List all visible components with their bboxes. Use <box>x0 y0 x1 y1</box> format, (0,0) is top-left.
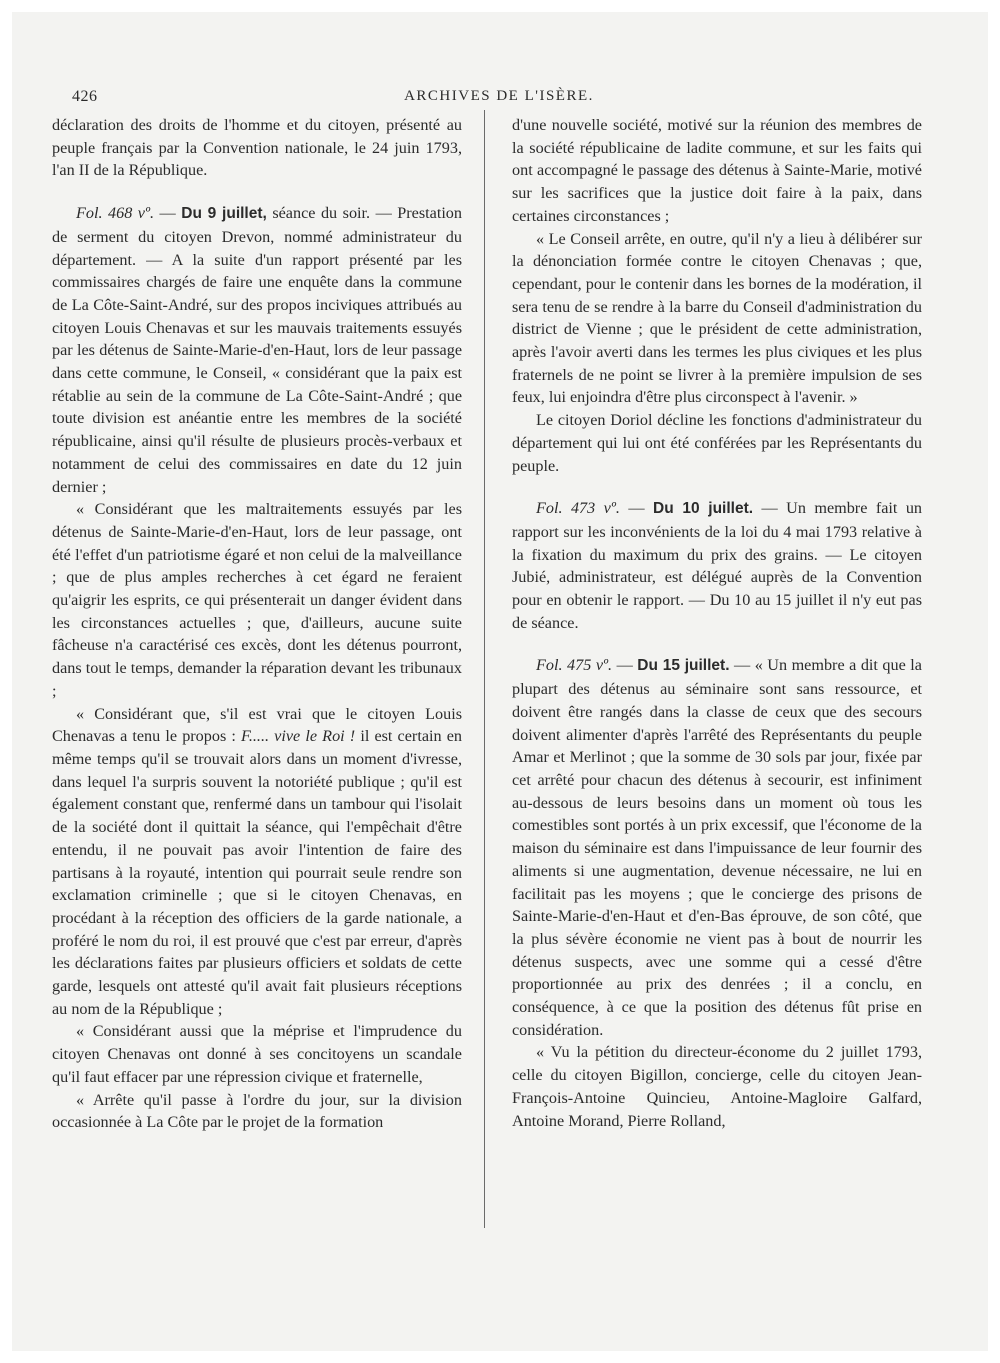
session-date: Du 15 juillet. <box>637 657 730 675</box>
right-column <box>512 114 922 1132</box>
folio-reference: Fol. 475 vº. <box>536 656 613 675</box>
paragraph: « Considérant aussi que la méprise et l'imprudence du citoyen Chenavas ont donné à ses concitoyens un scandale qu'il faut effacer par une répression civique et fraternelle, <box>52 1022 462 1086</box>
session-date: Du 9 juillet, <box>181 205 267 223</box>
paragraph: « Vu la pétition du directeur-économe du 2 juillet 1793, celle du citoyen Bigillon, concierge, celle du citoyen Jean-François-Antoine Quincieu, Antoine-Magloire Galfard, Antoine Morand, Pierre Rolland, <box>512 1043 922 1130</box>
paragraph: « Le Conseil arrête, en outre, qu'il n'y a lieu à délibérer sur la dénonciation formée contre le citoyen Chenavas ; que, cependant, pour le contenir dans les bornes de la modération, il sera tenu de se rendre à la barre du Conseil d'administration du district de Vienne ; que le président de cette administration, après l'avoir averti dans les termes les plus civiques et les plus fraternels de ne point se livrer à la première impulsion de ses feux, lui enjoindra d'être plus circonspect à l'avenir. » <box>512 229 922 407</box>
paragraph <box>52 703 462 1021</box>
column-divider <box>484 110 485 1228</box>
session-date: Du 10 juillet. <box>653 500 754 518</box>
paragraph: d'une nouvelle société, motivé sur la réunion des membres de la société républicaine de ladite commune, et sur les faits qui ont accompagné le passage des détenus à Sainte-Marie, motivé sur les sacrifices que la justice doit faire à la paix, dans certaines circonstances ; <box>512 116 922 225</box>
running-title: ARCHIVES DE L'ISÈRE. <box>404 88 594 104</box>
section-text: séance du soir. — Prestation de serment du citoyen Drevon, nommé administrateur du département. — A la suite d'un rapport présenté par les commissaires chargés de faire une enquête dans la commune de La Côte-Saint-André, sur des propos inciviques attribués au citoyen Louis Chenavas et sur les mauvais traitements essuyés par les détenus de Sainte-Marie-d'en-Haut, lors de leur passage dans cette commune, le Conseil, « considérant que la paix est rétablie au sein de la commune de La Côte-Saint-André ; que toute division est anéantie entre les membres de la société républicaine, ainsi qu'il résulte de plusieurs procès-verbaux et notamment de celui des commissaires en date du 12 juin dernier ; <box>52 204 462 496</box>
dash: — <box>619 499 653 518</box>
page-number: 426 <box>72 88 98 105</box>
section-july-15 <box>512 654 922 1041</box>
left-column <box>52 114 462 1134</box>
quoted-exclamation: F..... vive le Roi ! <box>241 727 356 746</box>
paragraph: « Arrête qu'il passe à l'ordre du jour, sur la division occasionnée à La Côte par le projet de la formation <box>52 1090 462 1132</box>
dash: — <box>154 204 182 223</box>
section-text: — Un membre fait un rapport sur les inconvénients de la loi du 4 mai 1793 relative à la fixation du maximum du prix des grains. — Le citoyen Jubié, administrateur, est délégué auprès de la Convention pour en obtenir le rapport. — Du 10 au 15 juillet il n'y eut pas de séance. <box>512 499 923 632</box>
paragraph: « Considérant que les maltraitements essuyés par les détenus de Sainte-Marie-d'en-Haut, lors de leur passage, ont été l'effet d'un patriotisme égaré et non celui de la malveillance ; que de plus amples recherches à cet égard ne feraient qu'aigrir les esprits, ce qui présenterait un danger évident dans les circonstances actuelles ; que, d'ailleurs, aucune suite fâcheuse n'a caractérisé ces excès, dont les détenus pourront, dans tout le temps, demander la réparation devant les tribunaux ; <box>52 500 462 700</box>
folio-reference: Fol. 468 vº. <box>76 204 155 223</box>
text-run: « Considérant que, s'il est vrai que le citoyen Louis Chenavas a tenu le propos : <box>52 704 462 746</box>
folio-reference: Fol. 473 vº. <box>536 499 620 518</box>
text-run: il est certain en même temps qu'il se trouvait alors dans un moment d'ivresse, dans lequel l'a surpris souvent la notoriété publique ; qu'il est également constant que, renfermé dans un tambour qui l'isolait de la société dont il quittait la séance, qui l'empêchait d'être entendu, il ne pouvait pas avoir l'intention de faire des partisans à la royauté, intention qui pourrait seule rendre son exclamation criminelle ; que si le citoyen Chenavas, en procédant à la réception des officiers de la garde nationale, a proféré le nom du roi, il est prouvé que c'est par erreur, d'après les déclarations faites par plusieurs officiers et soldats de cette garde, lesquels ont attesté qu'il avait fait plusieurs réceptions au nom de la République ; <box>52 727 462 1018</box>
section-july-9 <box>52 202 462 498</box>
section-text: — « Un membre a dit que la plupart des détenus au séminaire sont sans ressource, et doivent être rangés dans la classe de ceux que des secours doivent alimenter d'après l'arrêté des Représentants du peuple Amar et Merlinot ; que la somme de 30 sols par jour, fixée par cet arrêté pour chacun des détenus à secourir, est infiniment au-dessous de leurs besoins dans un moment où tous les comestibles sont portés à un prix excessif, que l'économe de la maison du séminaire est dans l'impuissance de leur fournir des aliments si une augmentation, devenue nécessaire, ne lui en facilitait pas les moyens ; que le concierge des prisons de Sainte-Marie-d'en-Haut et d'en-Bas éprouve, de son côté, que la plus sévère économie ne vient pas à bout de nourrir les détenus suspects, avec une somme qui a cessé d'être proportionnée au prix des denrées ; il a conclu, en conséquence, à ce que la position des détenus fût prise en considération. <box>512 656 922 1039</box>
paragraph: Le citoyen Doriol décline les fonctions d'administrateur du département qui lui ont été conférées par les Représentants du peuple. <box>512 411 922 475</box>
page-header <box>72 88 926 108</box>
dash: — <box>612 656 638 675</box>
section-july-10 <box>512 497 922 634</box>
paragraph: déclaration des droits de l'homme et du citoyen, présenté au peuple français par la Convention nationale, le 24 juin 1793, l'an II de la République. <box>52 116 462 180</box>
